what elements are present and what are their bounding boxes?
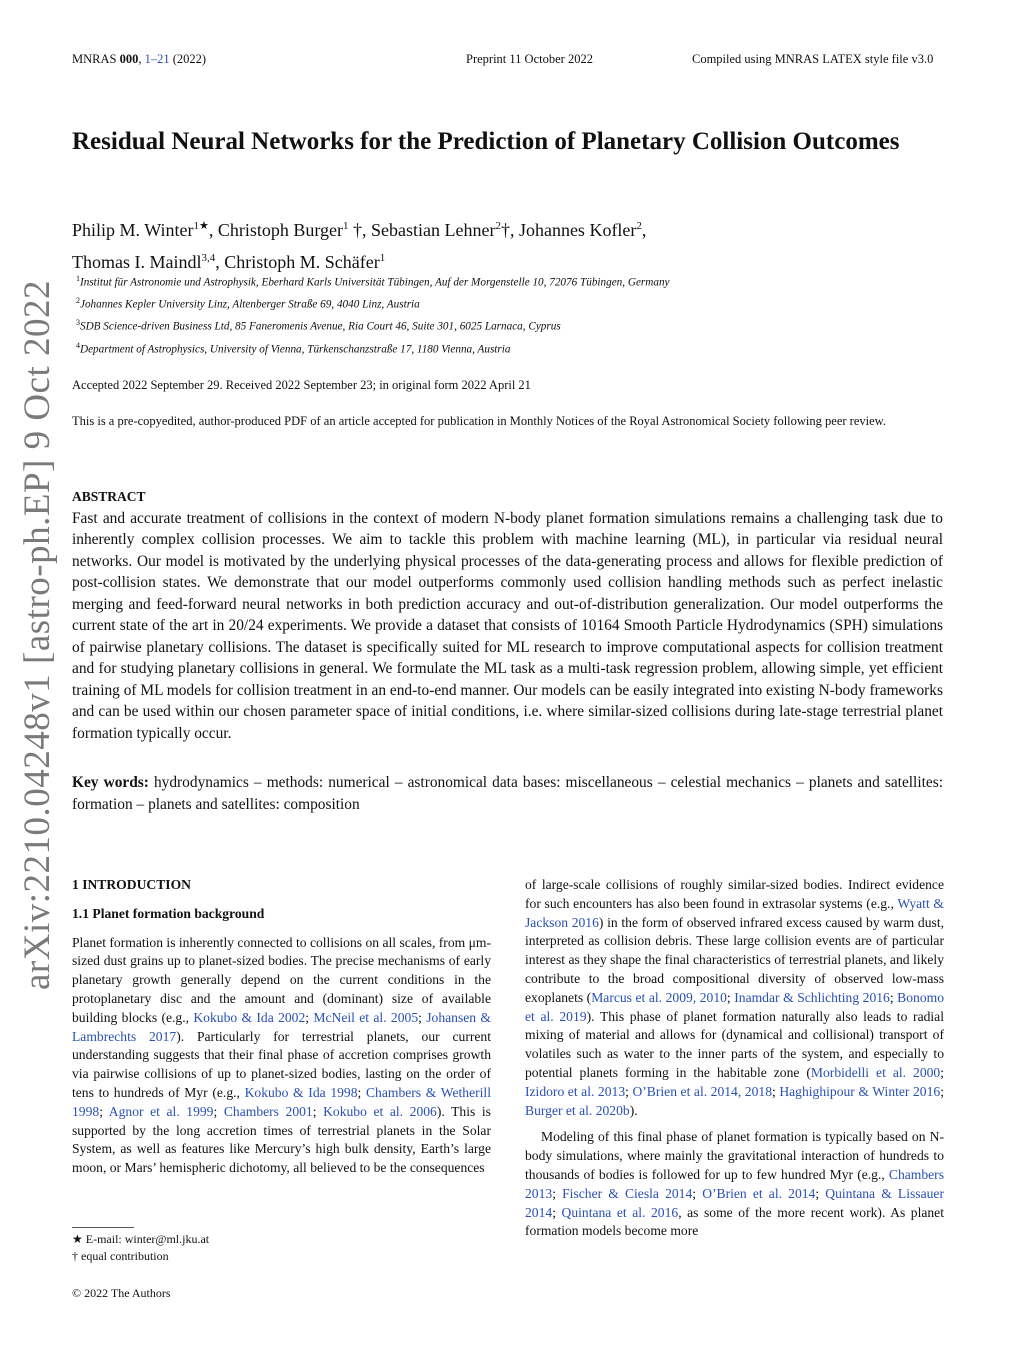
citation-link[interactable]: Bonomo et al. 2019 [525,989,944,1024]
paragraph-text: ; [772,1083,780,1099]
citation-link[interactable]: Inamdar & Schlichting 2016 [734,989,890,1005]
affiliation-item [76,270,956,292]
paragraph-text: ; [418,1009,427,1025]
keywords-block [72,772,943,815]
author-name: , [641,220,647,240]
paragraph-text: ; [889,989,898,1005]
footnotes [72,1231,209,1265]
citation-link[interactable]: Johansen & Lambrechts 2017 [72,1009,491,1044]
running-header-left: MNRAS 000, 1–21 (2022) [72,52,207,66]
paragraph-text: ; [940,1083,944,1099]
abstract-block [72,486,943,744]
acceptance-dates: Accepted 2022 September 29. Received 2022 September 23; in original form 2022 April 21 [72,378,531,392]
abstract-text: Fast and accurate treatment of collisions in the context of modern N-body planet formation simulations remains a challenging task due to inherently complex collision processes. We aim to tackle this problem with machine learning (ML), in particular via residual neural networks. Our model is motivated by the underlying physical processes of the data-generating process and allows for flexible prediction of post-collision states. We demonstrate that our model outperforms commonly used collision handling methods such as perfect inelastic merging and feed-forward neural networks in both prediction accuracy and out-of-distribution generalization. Our model outperforms the current state of the art in 20/24 experiments. We provide a dataset that consists of 10164 Smooth Particle Hydrodynamics (SPH) simulations of pairwise planetary collisions. The dataset is specifically suited for ML research to improve computational aspects for collision treatment and for studying planetary collisions in general. We formulate the ML task as a multi-task regression problem, allowing simple, yet efficient training of ML models for collision treatment in an end-to-end manner. Our models can be easily integrated into existing N-body frameworks and can be used within our chosen parameter space of initial conditions, i.e. where similar-sized collisions during late-stage terrestrial planet formation typically occur. [72,509,943,742]
paragraph-text: ; [357,1084,366,1100]
affiliation-text: SDB Science-driven Business Ltd, 85 Faneromenis Avenue, Ria Court 46, Suite 301, 6025 Larnaca, Cyprus [80,321,561,334]
paragraph-text: , as some of the more recent work). As planet formation models become more [525,1204,944,1239]
author-name: Philip M. Winter [72,220,194,240]
affiliation-text: Institut für Astronomie und Astrophysik, Eberhard Karls Universität Tübingen, Auf der Morgenstelle 10, 72076 Tübingen, Germany [80,276,670,289]
intro-paragraph [72,934,491,1178]
author-name: †, Johannes Kofler [500,220,637,240]
affiliation-number: 4 [76,340,80,350]
affiliation-item [76,314,956,336]
running-header-right: Compiled using MNRAS LATEX style file v3.0 [692,52,934,66]
paragraph-text: ). Particularly for terrestrial planets, our current understanding suggests that their final phase of accretion comprises growth via pairwise collisions of up to planet-sized bodies, lasting on the order of tens to hundreds of Myr (e.g., [72,1028,491,1100]
citation-link[interactable]: Chambers 2013 [525,1166,944,1201]
author-name: , Christoph Burger [208,220,343,240]
footnote-email: ★ E-mail: winter@ml.jku.at [72,1232,210,1246]
footnote-equal-contribution: † equal contribution [72,1249,169,1263]
paragraph-text: ; [99,1103,109,1119]
paragraph-text: Planet formation is inherently connected to collisions on all scales, from μm-sized dust grains up to planet-sized bodies. The precise mechanisms of early planetary growth generally depend on the current conditions in the protoplanetary disc and the amount and (dominant) size of available building blocks (e.g., [72,934,491,1025]
right-paragraph-1 [525,876,944,1120]
citation-link[interactable]: McNeil et al. 2005 [313,1009,419,1025]
affiliation-list [76,270,956,359]
affiliation-number: 3 [76,318,80,328]
citation-link[interactable]: Kokubo & Ida 2002 [193,1009,306,1025]
paragraph-text: ; [726,989,735,1005]
citation-link[interactable]: Agnor et al. 1999 [108,1103,214,1119]
keywords-text: hydrodynamics – methods: numerical – astronomical data bases: miscellaneous – celestial mechanics – planets and satellites: formation – planets and satellites: composition [72,774,943,813]
citation-link[interactable]: Fischer & Ciesla 2014 [562,1185,693,1201]
citation-link[interactable]: Wyatt & Jackson 2016 [525,895,945,930]
citation-link[interactable]: Kokubo & Ida 1998 [244,1084,358,1100]
affiliation-number: 2 [76,296,80,306]
paragraph-text: ; [305,1009,314,1025]
section-heading: 1 INTRODUCTION [72,877,191,892]
author-affiliation-mark: 2 [636,220,642,232]
subsection-heading: 1.1 Planet formation background [72,905,265,921]
citation-link[interactable]: Morbidelli et al. 2000 [810,1064,941,1080]
paragraph-text: ). This is supported by the long accretion times of terrestrial planets in the Solar System, as well as features like Mercury’s high bulk density, Earth’s large moon, or Mars’ hemispheric dichotomy, all believed to be the consequences [72,1103,491,1176]
affiliation-item [76,292,956,314]
right-paragraph-2 [525,1128,944,1241]
citation-link[interactable]: Haghighipour & Winter 2016 [779,1083,941,1099]
keywords-label: Key words: [72,774,149,791]
citation-link[interactable]: Chambers & Wetherill 1998 [72,1084,491,1119]
paper-title: Residual Neural Networks for the Prediction of Planetary Collision Outcomes [72,128,900,155]
affiliation-number: 1 [76,274,80,283]
paragraph-text: ; [213,1103,224,1119]
paragraph-text: ). [629,1102,638,1118]
author-line-1 [72,212,952,244]
citation-link[interactable]: Burger et al. 2020b [525,1102,630,1118]
preprint-note: This is a pre-copyedited, author-produced PDF of an article accepted for publication in Monthly Notices of the Royal Astronomical Society following peer review. [72,414,886,428]
citation-link[interactable]: Kokubo et al. 2006 [323,1103,437,1119]
paragraph-text: ). This phase of planet formation naturally also leads to radial mixing of material and allows for (dynamical and collisional) transport of volatiles such as water to the inner parts of the system, and especially to potential planets forming in the habitable zone ( [525,1008,944,1080]
citation-link[interactable]: Quintana & Lissauer 2014 [525,1185,944,1220]
page-range-link[interactable]: 1–21 [144,52,170,66]
right-column [525,876,944,1241]
author-affiliation-mark: 1★ [193,220,209,232]
paragraph-text: ) in the form of observed infrared excess caused by warm dust, interpreted as collision debris. These large collision events are of particular interest as they shape the final characteristics of terrestrial planets, and likely contribute to the broad compositional diversity of observed low-mass exoplanets ( [525,914,944,1005]
author-affiliation-mark: 1 [343,220,349,232]
footnote-rule [72,1227,134,1228]
paragraph-text: ; [940,1064,944,1080]
citation-link[interactable]: Marcus et al. 2009, 2010 [591,989,727,1005]
paragraph-text: of large-scale collisions of roughly similar-sized bodies. Indirect evidence for such encounters has also been found in extrasolar systems (e.g., [525,877,944,911]
author-affiliation-mark: 1 [379,252,386,264]
affiliation-text: Johannes Kepler University Linz, Altenberger Straße 69, 4040 Linz, Austria [80,298,420,311]
paragraph-text: ; [552,1204,562,1220]
author-name: , Christoph M. Schäfer [215,252,380,272]
citation-link[interactable]: O’Brien et al. 2014 [702,1185,816,1201]
author-name: Thomas I. Maindl [72,252,202,272]
paragraph-text: Modeling of this final phase of planet formation is typically based on N-body simulations, where mainly the gravitational interaction of hundreds to thousands of bodies is followed for up to few hundred Myr (e.g., [525,1129,944,1182]
citation-link[interactable]: Izidoro et al. 2013 [525,1083,626,1099]
abstract-heading: ABSTRACT [72,489,146,504]
citation-link[interactable]: Quintana et al. 2016 [561,1204,679,1220]
affiliation-item [76,337,956,359]
author-affiliation-mark: 2 [495,220,501,232]
running-header-center: Preprint 11 October 2022 [466,52,593,66]
paragraph-text: ; [692,1185,703,1201]
affiliation-text: Department of Astrophysics, University of Vienna, Türkenschanzstraße 17, 1180 Vienna, Austria [80,343,511,356]
author-list [72,212,952,276]
author-affiliation-mark: 3,4 [201,252,216,264]
author-name: †, Sebastian Lehner [348,220,496,240]
citation-link[interactable]: O’Brien et al. 2014, 2018 [632,1083,772,1099]
paragraph-text: ; [312,1103,324,1119]
paragraph-text: ; [552,1185,563,1201]
copyright: © 2022 The Authors [72,1286,171,1300]
left-column [72,876,491,1178]
paragraph-text: ; [815,1185,826,1201]
arxiv-sidebar-stamp: arXiv:2210.04248v1 [astro-ph.EP] 9 Oct 2022 [17,279,58,990]
citation-link[interactable]: Chambers 2001 [223,1103,313,1119]
paragraph-text: ; [625,1083,633,1099]
